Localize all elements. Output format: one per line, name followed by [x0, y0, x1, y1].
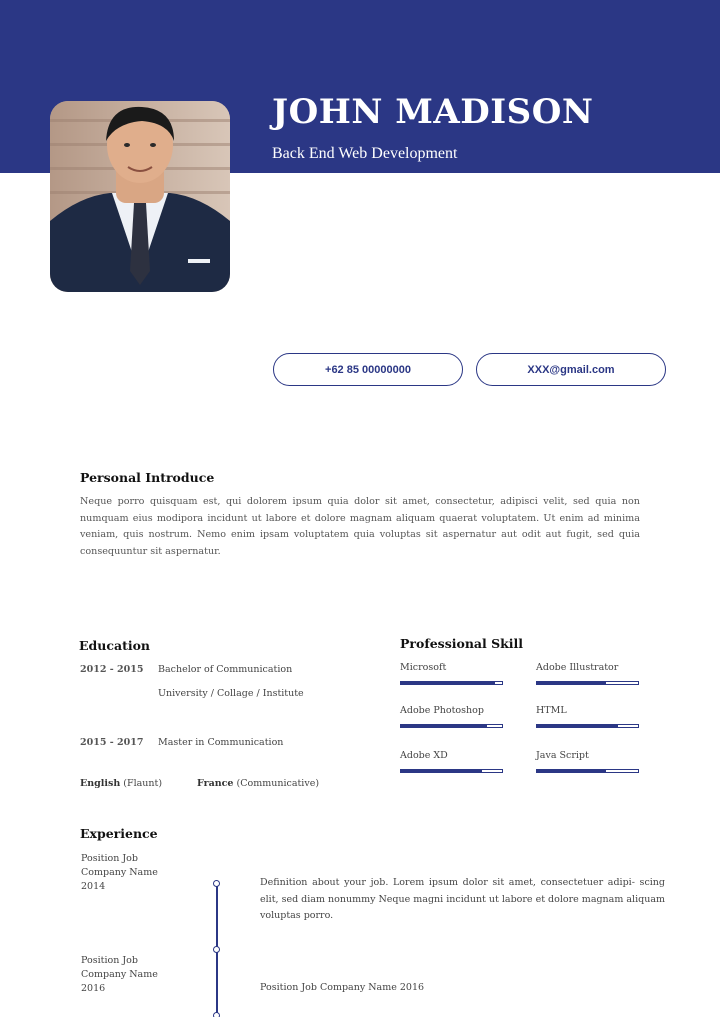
- education-year: 2015 - 2017: [80, 737, 144, 748]
- education-degree: Bachelor of Communication: [158, 664, 293, 675]
- language-level: (Flaunt): [123, 778, 163, 789]
- introduce-heading: Personal Introduce: [80, 470, 215, 485]
- skill-bar-fill: [401, 682, 495, 684]
- skill-item: [536, 750, 639, 773]
- education-year: 2012 - 2015: [80, 664, 144, 675]
- skill-label: Microsoft: [400, 662, 447, 673]
- timeline-dot: [213, 880, 220, 887]
- skill-label: HTML: [536, 705, 567, 716]
- language-level: (Communicative): [236, 778, 320, 789]
- skill-bar-fill: [537, 682, 606, 684]
- phone-pill[interactable]: [273, 353, 463, 386]
- experience-heading: Experience: [80, 826, 158, 841]
- job-title: Back End Web Development: [272, 145, 458, 162]
- skill-bar: [400, 681, 503, 685]
- experience-description: Definition about your job. Lorem ipsum dolor sit amet, consectetuer adipi- scing elit, sed diam nonummy Neque magni incidunt ut labore et dolore magnam aliquam voluptas porro.: [260, 877, 665, 921]
- phone-number: +62 85 00000000: [325, 363, 411, 376]
- skill-item: [536, 705, 639, 728]
- skill-label: Adobe XD: [400, 750, 448, 761]
- skill-item: [536, 662, 639, 685]
- skill-bar: [536, 724, 639, 728]
- email-pill[interactable]: [476, 353, 666, 386]
- education-heading: Education: [79, 638, 151, 653]
- experience-position: Position Job: [81, 955, 138, 966]
- experience-position: Position Job: [81, 853, 138, 864]
- experience-meta: [81, 852, 158, 894]
- profile-photo: [50, 101, 230, 292]
- education-degree: Master in Communication: [158, 737, 284, 748]
- timeline-dot: [213, 946, 220, 953]
- introduce-text: Neque porro quisquam est, qui dolorem ipsum quia dolor sit amet, consectetur, adipisci velit, sed quia non numquam eius modipora incidunt ut labore et dolore magnam aliquam quaerat voluptatem. Ut enim ad minima veniam, quis nostrum. Nemo enim ipsam voluptatem quia voluptas sit aspernatur aut odit aut fugit, sed quia consequuntur sit aspernatur.: [80, 496, 640, 557]
- experience-company: Company Name: [81, 969, 158, 980]
- skill-bar: [536, 769, 639, 773]
- skill-item: [400, 750, 503, 773]
- experience-description: Position Job Company Name 2016: [260, 982, 425, 993]
- skill-label: Adobe Illustrator: [536, 662, 619, 673]
- experience-year: 2014: [81, 881, 106, 892]
- language-item: [197, 778, 319, 789]
- portrait-illustration: [50, 101, 230, 292]
- skill-label: Adobe Photoshop: [400, 705, 484, 716]
- timeline-dot: [213, 1012, 220, 1017]
- skill-label: Java Script: [536, 750, 589, 761]
- experience-company: Company Name: [81, 867, 158, 878]
- education-institution: University / Collage / Institute: [158, 688, 304, 699]
- skill-bar: [400, 769, 503, 773]
- skill-bar-fill: [401, 770, 482, 772]
- language-name: English: [80, 778, 121, 789]
- skill-item: [400, 662, 503, 685]
- experience-meta: [81, 954, 158, 996]
- skills-heading: Professional Skill: [400, 636, 524, 651]
- skill-bar-fill: [537, 725, 618, 727]
- skill-bar-fill: [401, 725, 487, 727]
- candidate-name: JOHN MADISON: [272, 92, 594, 132]
- language-item: [80, 778, 162, 789]
- email-address: XXX@gmail.com: [527, 363, 615, 376]
- language-name: France: [197, 778, 234, 789]
- skill-bar: [400, 724, 503, 728]
- experience-year: 2016: [81, 983, 106, 994]
- skill-item: [400, 705, 503, 728]
- skill-bar-fill: [537, 770, 606, 772]
- skill-bar: [536, 681, 639, 685]
